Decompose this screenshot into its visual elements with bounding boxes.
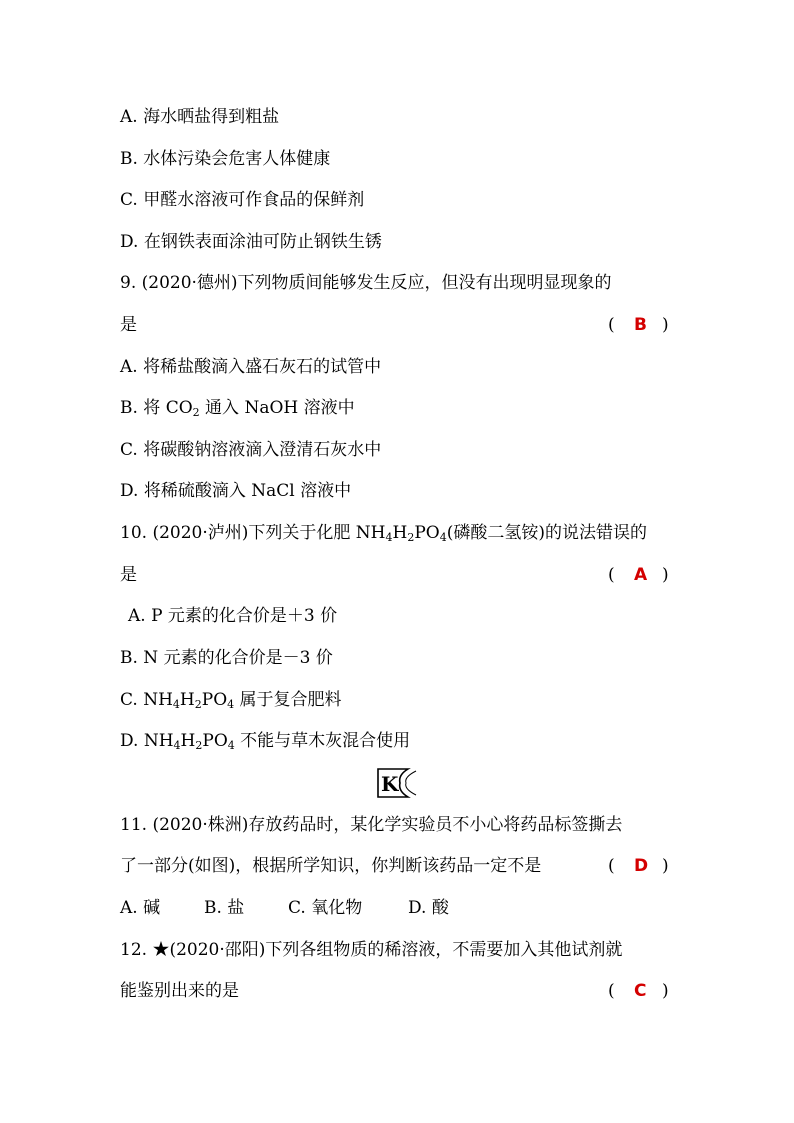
q10-stem-line1 (120, 522, 647, 544)
text: PO (201, 690, 228, 710)
subscript: 4 (227, 739, 235, 752)
text: PO (202, 731, 228, 751)
text: 不能与草木灰混合使用 (234, 731, 411, 751)
q12-stem-line1: 12. ★(2020·邵阳)下列各组物质的稀溶液，不需要加入其他试剂就 (120, 940, 623, 960)
q9-option-a: A. 将稀盐酸滴入盛石灰石的试管中 (120, 357, 382, 377)
subscript: 4 (227, 698, 235, 711)
close-paren: ) (662, 856, 669, 876)
q11-stem-line1: 11. (2020·株洲)存放药品时，某化学实验员不小心将药品标签撕去 (120, 815, 623, 835)
q9-option-d: D. 将稀硫酸滴入 NaCl 溶液中 (120, 481, 352, 501)
q8-option-c: C. 甲醛水溶液可作食品的保鲜剂 (120, 190, 365, 210)
q9-stem-line2: 是 (120, 315, 137, 335)
torn-label-figure (374, 767, 424, 799)
q11-option-c: C. 氧化物 (288, 898, 363, 918)
q12-answer: C (634, 981, 647, 1001)
subscript: 4 (385, 531, 393, 544)
q10-option-d (120, 730, 410, 752)
close-paren: ) (662, 565, 669, 585)
q10-stem-line2: 是 (120, 565, 137, 585)
text: H (179, 690, 195, 710)
q8-option-d: D. 在钢铁表面涂油可防止钢铁生锈 (120, 232, 382, 252)
text: C. NH (120, 690, 173, 710)
open-paren: ( (608, 856, 615, 876)
q11-option-b: B. 盐 (204, 898, 245, 918)
q8-option-a: A. 海水晒盐得到粗盐 (120, 107, 280, 127)
q10-option-b: B. N 元素的化合价是－3 价 (120, 648, 333, 668)
subscript: 2 (195, 739, 203, 752)
q11-options (120, 897, 449, 919)
q8-option-b: B. 水体污染会危害人体健康 (120, 149, 331, 169)
q9-option-c: C. 将碳酸钠溶液滴入澄清石灰水中 (120, 440, 382, 460)
q9-stem-line1: 9. (2020·德州)下列物质间能够发生反应，但没有出现明显现象的 (120, 273, 612, 293)
figure-letter: K (381, 772, 399, 796)
text: (磷酸二氢铵)的说法错误的 (446, 523, 647, 543)
q11-option-d: D. 酸 (408, 898, 449, 918)
text: H (180, 731, 196, 751)
q12-stem-line2: 能鉴别出来的是 (120, 981, 239, 1001)
subscript: 4 (172, 698, 180, 711)
q9-option-b (120, 397, 355, 419)
text: H (392, 523, 408, 543)
open-paren: ( (608, 315, 615, 335)
q9-option-b-text-end: 通入 NaOH 溶液中 (199, 398, 355, 418)
text: 10. (2020·泸州)下列关于化肥 NH (120, 523, 386, 543)
close-paren: ) (662, 315, 669, 335)
q10-option-c (120, 689, 342, 711)
open-paren: ( (608, 981, 615, 1001)
subscript: 2 (407, 531, 415, 544)
subscript: 4 (173, 739, 181, 752)
q11-answer: D (634, 856, 649, 876)
text: D. NH (120, 731, 174, 751)
subscript: 2 (194, 698, 202, 711)
q9-option-b-text: B. 将 CO (120, 398, 193, 418)
text: PO (414, 523, 440, 543)
text: 属于复合肥料 (234, 690, 342, 710)
q11-stem-line2: 了一部分(如图)，根据所学知识，你判断该药品一定不是 (120, 856, 542, 876)
q11-option-a: A. 碱 (120, 898, 161, 918)
q10-option-a: A. P 元素的化合价是＋3 价 (128, 606, 338, 626)
subscript: 2 (192, 406, 200, 419)
subscript: 4 (439, 531, 447, 544)
q10-answer: A (634, 565, 648, 585)
q9-answer: B (634, 315, 647, 335)
close-paren: ) (662, 981, 669, 1001)
open-paren: ( (608, 565, 615, 585)
